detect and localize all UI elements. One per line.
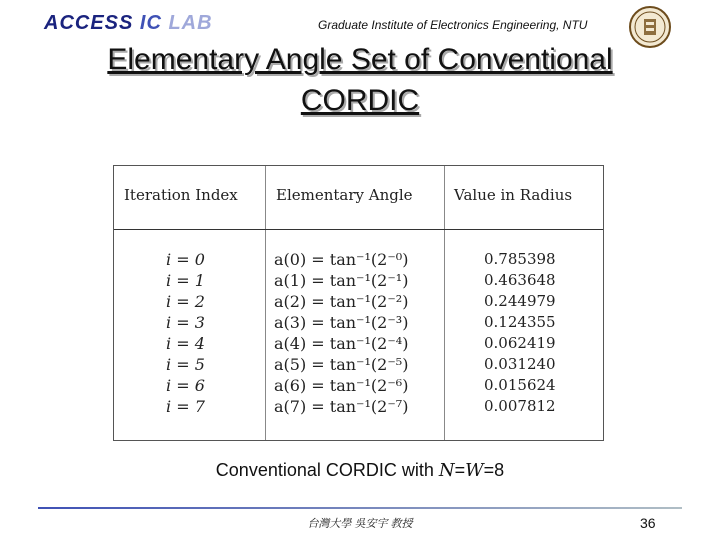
caption-prefix: Conventional CORDIC with [215,460,439,480]
column-header-iteration-index: Iteration Index [124,186,238,204]
value-in-radius: 0.463648 [484,271,556,289]
value-in-radius: 0.785398 [484,250,556,268]
table-row [114,292,603,313]
table-row [114,271,603,292]
column-header-elementary-angle: Elementary Angle [276,186,413,204]
elementary-angle: a(7) = tan⁻¹(2⁻⁷) [274,397,409,416]
column-header-value-in-radius: Value in Radius [454,186,573,204]
caption-n: N [438,460,455,481]
elementary-angle: a(5) = tan⁻¹(2⁻⁵) [274,355,409,374]
table-header-divider [114,229,603,230]
table-row [114,250,603,271]
table-row [114,376,603,397]
value-in-radius: 0.031240 [484,355,556,373]
footer-author: 台灣大學 吳安宇 教授 [307,518,413,530]
table-caption [0,460,720,481]
elementary-angle-table [113,165,604,441]
table-row [114,313,603,334]
iteration-index: i = 7 [166,397,205,416]
iteration-index: i = 0 [166,250,205,269]
value-in-radius: 0.244979 [484,292,556,310]
iteration-index: i = 5 [166,355,205,374]
table-row [114,334,603,355]
slide-title-line2: CORDIC [300,84,420,117]
value-in-radius: 0.124355 [484,313,556,331]
footer-divider [38,507,682,509]
elementary-angle: a(4) = tan⁻¹(2⁻⁴) [274,334,409,353]
lab-name-access: ACCESS [44,12,140,34]
elementary-angle: a(2) = tan⁻¹(2⁻²) [274,292,409,311]
iteration-index: i = 2 [166,292,205,311]
slide-title-line1: Elementary Angle Set of Conventional [107,43,613,76]
iteration-index: i = 1 [166,271,205,290]
iteration-index: i = 4 [166,334,205,353]
elementary-angle: a(6) = tan⁻¹(2⁻⁶) [274,376,409,395]
elementary-angle: a(0) = tan⁻¹(2⁻⁰) [274,250,409,269]
institute-name: Graduate Institute of Electronics Engineering, NTU [318,18,588,32]
elementary-angle: a(1) = tan⁻¹(2⁻¹) [274,271,409,290]
page-number: 36 [640,515,656,531]
elementary-angle: a(3) = tan⁻¹(2⁻³) [274,313,409,332]
table-row [114,397,603,418]
iteration-index: i = 6 [166,376,205,395]
iteration-index: i = 3 [166,313,205,332]
value-in-radius: 0.015624 [484,376,556,394]
lab-name [44,12,213,35]
value-in-radius: 0.062419 [484,334,556,352]
lab-name-lab: LAB [168,12,213,34]
lab-name-ic: IC [139,12,169,34]
value-in-radius: 0.007812 [484,397,556,415]
caption-w: W [465,460,484,481]
table-row [114,355,603,376]
caption-equals: = [454,460,466,480]
caption-value: =8 [483,460,505,480]
